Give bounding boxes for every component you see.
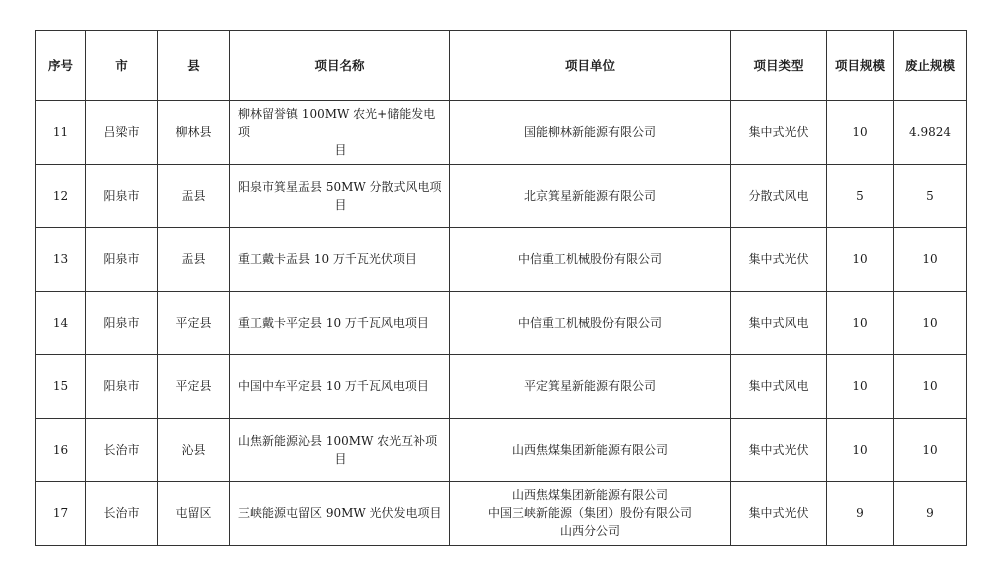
cell-project-scale: 10 [827,101,894,165]
project-unit-line: 中信重工机械股份有限公司 [517,315,662,330]
table-row [36,164,967,228]
project-name-line: 三峡能源屯留区 90MW 光伏发电项目 [238,506,442,521]
cell-project-unit [450,101,731,165]
project-name-line: 中国中车平定县 10 万千瓦风电项目 [238,379,429,394]
cell-no: 11 [36,101,86,165]
cell-project-scale: 10 [827,418,894,482]
cell-no: 12 [36,164,86,228]
cell-project-name [230,228,450,292]
cell-project-type: 分散式风电 [731,164,827,228]
cell-city: 吕梁市 [86,101,158,165]
cell-city: 阳泉市 [86,355,158,419]
project-name-line: 柳林留誉镇 100MW 农光+储能发电项 [238,107,436,140]
cell-county: 平定县 [158,291,230,355]
cell-city: 阳泉市 [86,228,158,292]
cell-city: 长治市 [86,418,158,482]
header-row [36,31,967,101]
table-body [36,101,967,546]
header-cell-abolish-scale: 废止规模 [894,31,967,101]
cell-abolish-scale: 9 [894,482,967,546]
cell-project-type: 集中式光伏 [731,228,827,292]
cell-county: 沁县 [158,418,230,482]
header-cell-city: 市 [86,31,158,101]
cell-no: 16 [36,418,86,482]
cell-city: 阳泉市 [86,164,158,228]
project-unit-line: 山西焦煤集团新能源有限公司 [511,442,668,457]
cell-abolish-scale: 10 [894,418,967,482]
project-name-line: 目 [334,143,347,158]
cell-city: 长治市 [86,482,158,546]
cell-no: 15 [36,355,86,419]
header-cell-project-type: 项目类型 [731,31,827,101]
header-cell-project-name: 项目名称 [230,31,450,101]
project-name-line: 目 [334,197,347,212]
cell-project-unit [450,291,731,355]
cell-county: 平定县 [158,355,230,419]
cell-project-name [230,355,450,419]
cell-project-unit [450,228,731,292]
project-unit-line: 山西焦煤集团新能源有限公司 [511,488,668,503]
cell-abolish-scale: 4.9824 [894,101,967,165]
cell-project-unit [450,482,731,546]
cell-county: 盂县 [158,228,230,292]
header-cell-county: 县 [158,31,230,101]
table-row [36,355,967,419]
project-table [35,30,967,546]
project-unit-line: 平定箕星新能源有限公司 [523,379,656,394]
project-unit-line: 国能柳林新能源有限公司 [523,125,656,140]
cell-project-unit [450,355,731,419]
cell-city: 阳泉市 [86,291,158,355]
cell-project-scale: 10 [827,355,894,419]
cell-project-type: 集中式光伏 [731,101,827,165]
project-unit-line: 中国三峡新能源（集团）股份有限公司 [487,506,692,521]
cell-project-type: 集中式风电 [731,291,827,355]
cell-project-scale: 9 [827,482,894,546]
table-row [36,482,967,546]
cell-abolish-scale: 10 [894,355,967,419]
project-name-line: 重工戴卡盂县 10 万千瓦光伏项目 [238,252,417,267]
table-row [36,101,967,165]
cell-project-scale: 10 [827,228,894,292]
table-row [36,291,967,355]
cell-project-scale: 5 [827,164,894,228]
header-cell-project-unit: 项目单位 [450,31,731,101]
cell-project-type: 集中式光伏 [731,482,827,546]
project-unit-line: 山西分公司 [559,524,620,539]
project-unit-line: 中信重工机械股份有限公司 [517,252,662,267]
cell-project-name [230,418,450,482]
project-unit-line: 北京箕星新能源有限公司 [523,188,656,203]
cell-project-name [230,101,450,165]
table-row [36,228,967,292]
header-cell-no: 序号 [36,31,86,101]
cell-county: 屯留区 [158,482,230,546]
cell-county: 柳林县 [158,101,230,165]
cell-project-name [230,482,450,546]
cell-abolish-scale: 10 [894,291,967,355]
project-name-line: 目 [334,451,347,466]
project-name-line: 山焦新能源沁县 100MW 农光互补项 [238,433,438,448]
project-name-line: 阳泉市箕星盂县 50MW 分散式风电项 [238,179,442,194]
cell-project-name [230,164,450,228]
cell-project-scale: 10 [827,291,894,355]
cell-project-name [230,291,450,355]
header-cell-project-scale: 项目规模 [827,31,894,101]
cell-project-unit [450,418,731,482]
cell-county: 盂县 [158,164,230,228]
cell-project-type: 集中式风电 [731,355,827,419]
cell-no: 14 [36,291,86,355]
project-name-line: 重工戴卡平定县 10 万千瓦风电项目 [238,315,429,330]
cell-abolish-scale: 10 [894,228,967,292]
cell-project-type: 集中式光伏 [731,418,827,482]
cell-no: 17 [36,482,86,546]
cell-no: 13 [36,228,86,292]
cell-abolish-scale: 5 [894,164,967,228]
table-row [36,418,967,482]
cell-project-unit [450,164,731,228]
